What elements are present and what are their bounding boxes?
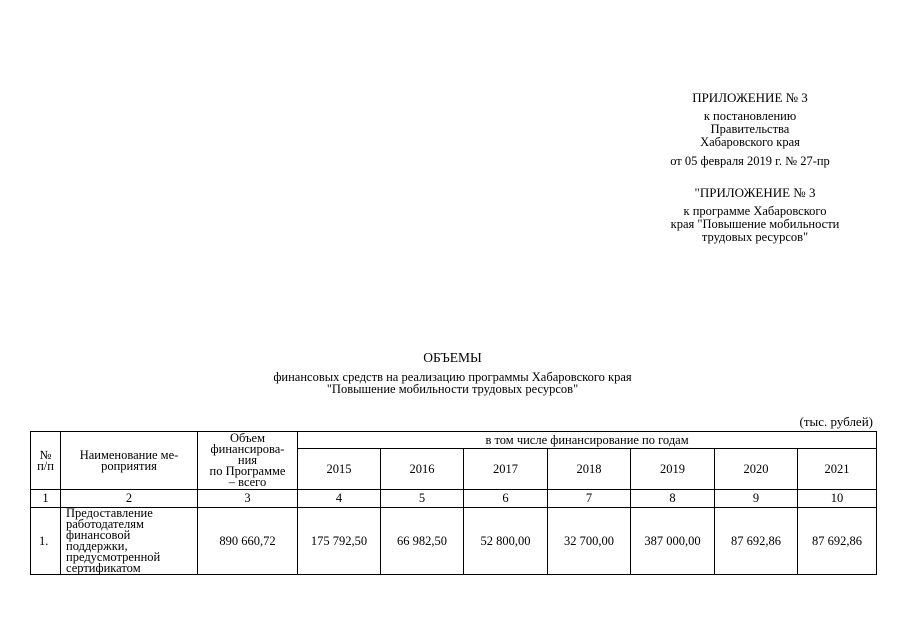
appendix-title: "ПРИЛОЖЕНИЕ № 3 — [694, 185, 816, 200]
header-years-group: в том числе финансирование по годам — [298, 432, 877, 449]
column-index: 10 — [798, 490, 877, 508]
header-total-financing: Объем финансирова- ния по Программе – всего — [198, 432, 298, 490]
row-year-value: 175 792,50 — [298, 508, 381, 575]
table-row — [31, 508, 877, 575]
header-event-name: Наименование ме- роприятия — [61, 432, 198, 490]
units-label: (тыс. рублей) — [799, 414, 873, 429]
row-year-value: 87 692,86 — [798, 508, 877, 575]
row-event-name: Предоставление работодателям финансовой поддержки, предусмотренной сертификатом — [61, 508, 198, 575]
header-year: 2016 — [381, 449, 464, 490]
row-number: 1. — [31, 508, 61, 575]
column-index: 6 — [464, 490, 548, 508]
appendix-title: ПРИЛОЖЕНИЕ № 3 — [692, 90, 808, 105]
column-index: 8 — [631, 490, 715, 508]
appendix-line: края "Повышение мобильности — [670, 217, 840, 231]
header-year: 2015 — [298, 449, 381, 490]
column-index: 1 — [31, 490, 61, 508]
row-year-value: 87 692,86 — [715, 508, 798, 575]
column-index: 5 — [381, 490, 464, 508]
appendix-header-program — [640, 186, 870, 244]
row-year-value: 32 700,00 — [548, 508, 631, 575]
row-year-value: 52 800,00 — [464, 508, 548, 575]
row-total: 890 660,72 — [198, 508, 298, 575]
column-index: 7 — [548, 490, 631, 508]
document-subtitle-line: "Повышение мобильности трудовых ресурсов" — [326, 382, 579, 396]
financing-table — [30, 431, 877, 575]
column-index: 2 — [61, 490, 198, 508]
appendix-line: к постановлению — [703, 109, 797, 123]
header-year: 2020 — [715, 449, 798, 490]
header-number: № п/п — [31, 432, 61, 490]
header-year: 2019 — [631, 449, 715, 490]
row-year-value: 66 982,50 — [381, 508, 464, 575]
appendix-date: от 05 февраля 2019 г. № 27-пр — [670, 154, 830, 168]
document-subtitle — [0, 371, 905, 395]
row-year-value: 387 000,00 — [631, 508, 715, 575]
header-year: 2017 — [464, 449, 548, 490]
appendix-line: к программе Хабаровского — [683, 204, 827, 218]
column-index: 4 — [298, 490, 381, 508]
appendix-line: Правительства — [710, 122, 790, 136]
appendix-line: трудовых ресурсов" — [701, 230, 809, 244]
document-subtitle-line: финансовых средств на реализацию программы Хабаровского края — [273, 370, 632, 384]
appendix-header-decree — [640, 91, 860, 168]
column-index: 3 — [198, 490, 298, 508]
header-year: 2018 — [548, 449, 631, 490]
appendix-line: Хабаровского края — [700, 135, 800, 149]
column-index: 9 — [715, 490, 798, 508]
column-index-row — [31, 490, 877, 508]
header-year: 2021 — [798, 449, 877, 490]
document-title: ОБЪЕМЫ — [423, 350, 482, 365]
